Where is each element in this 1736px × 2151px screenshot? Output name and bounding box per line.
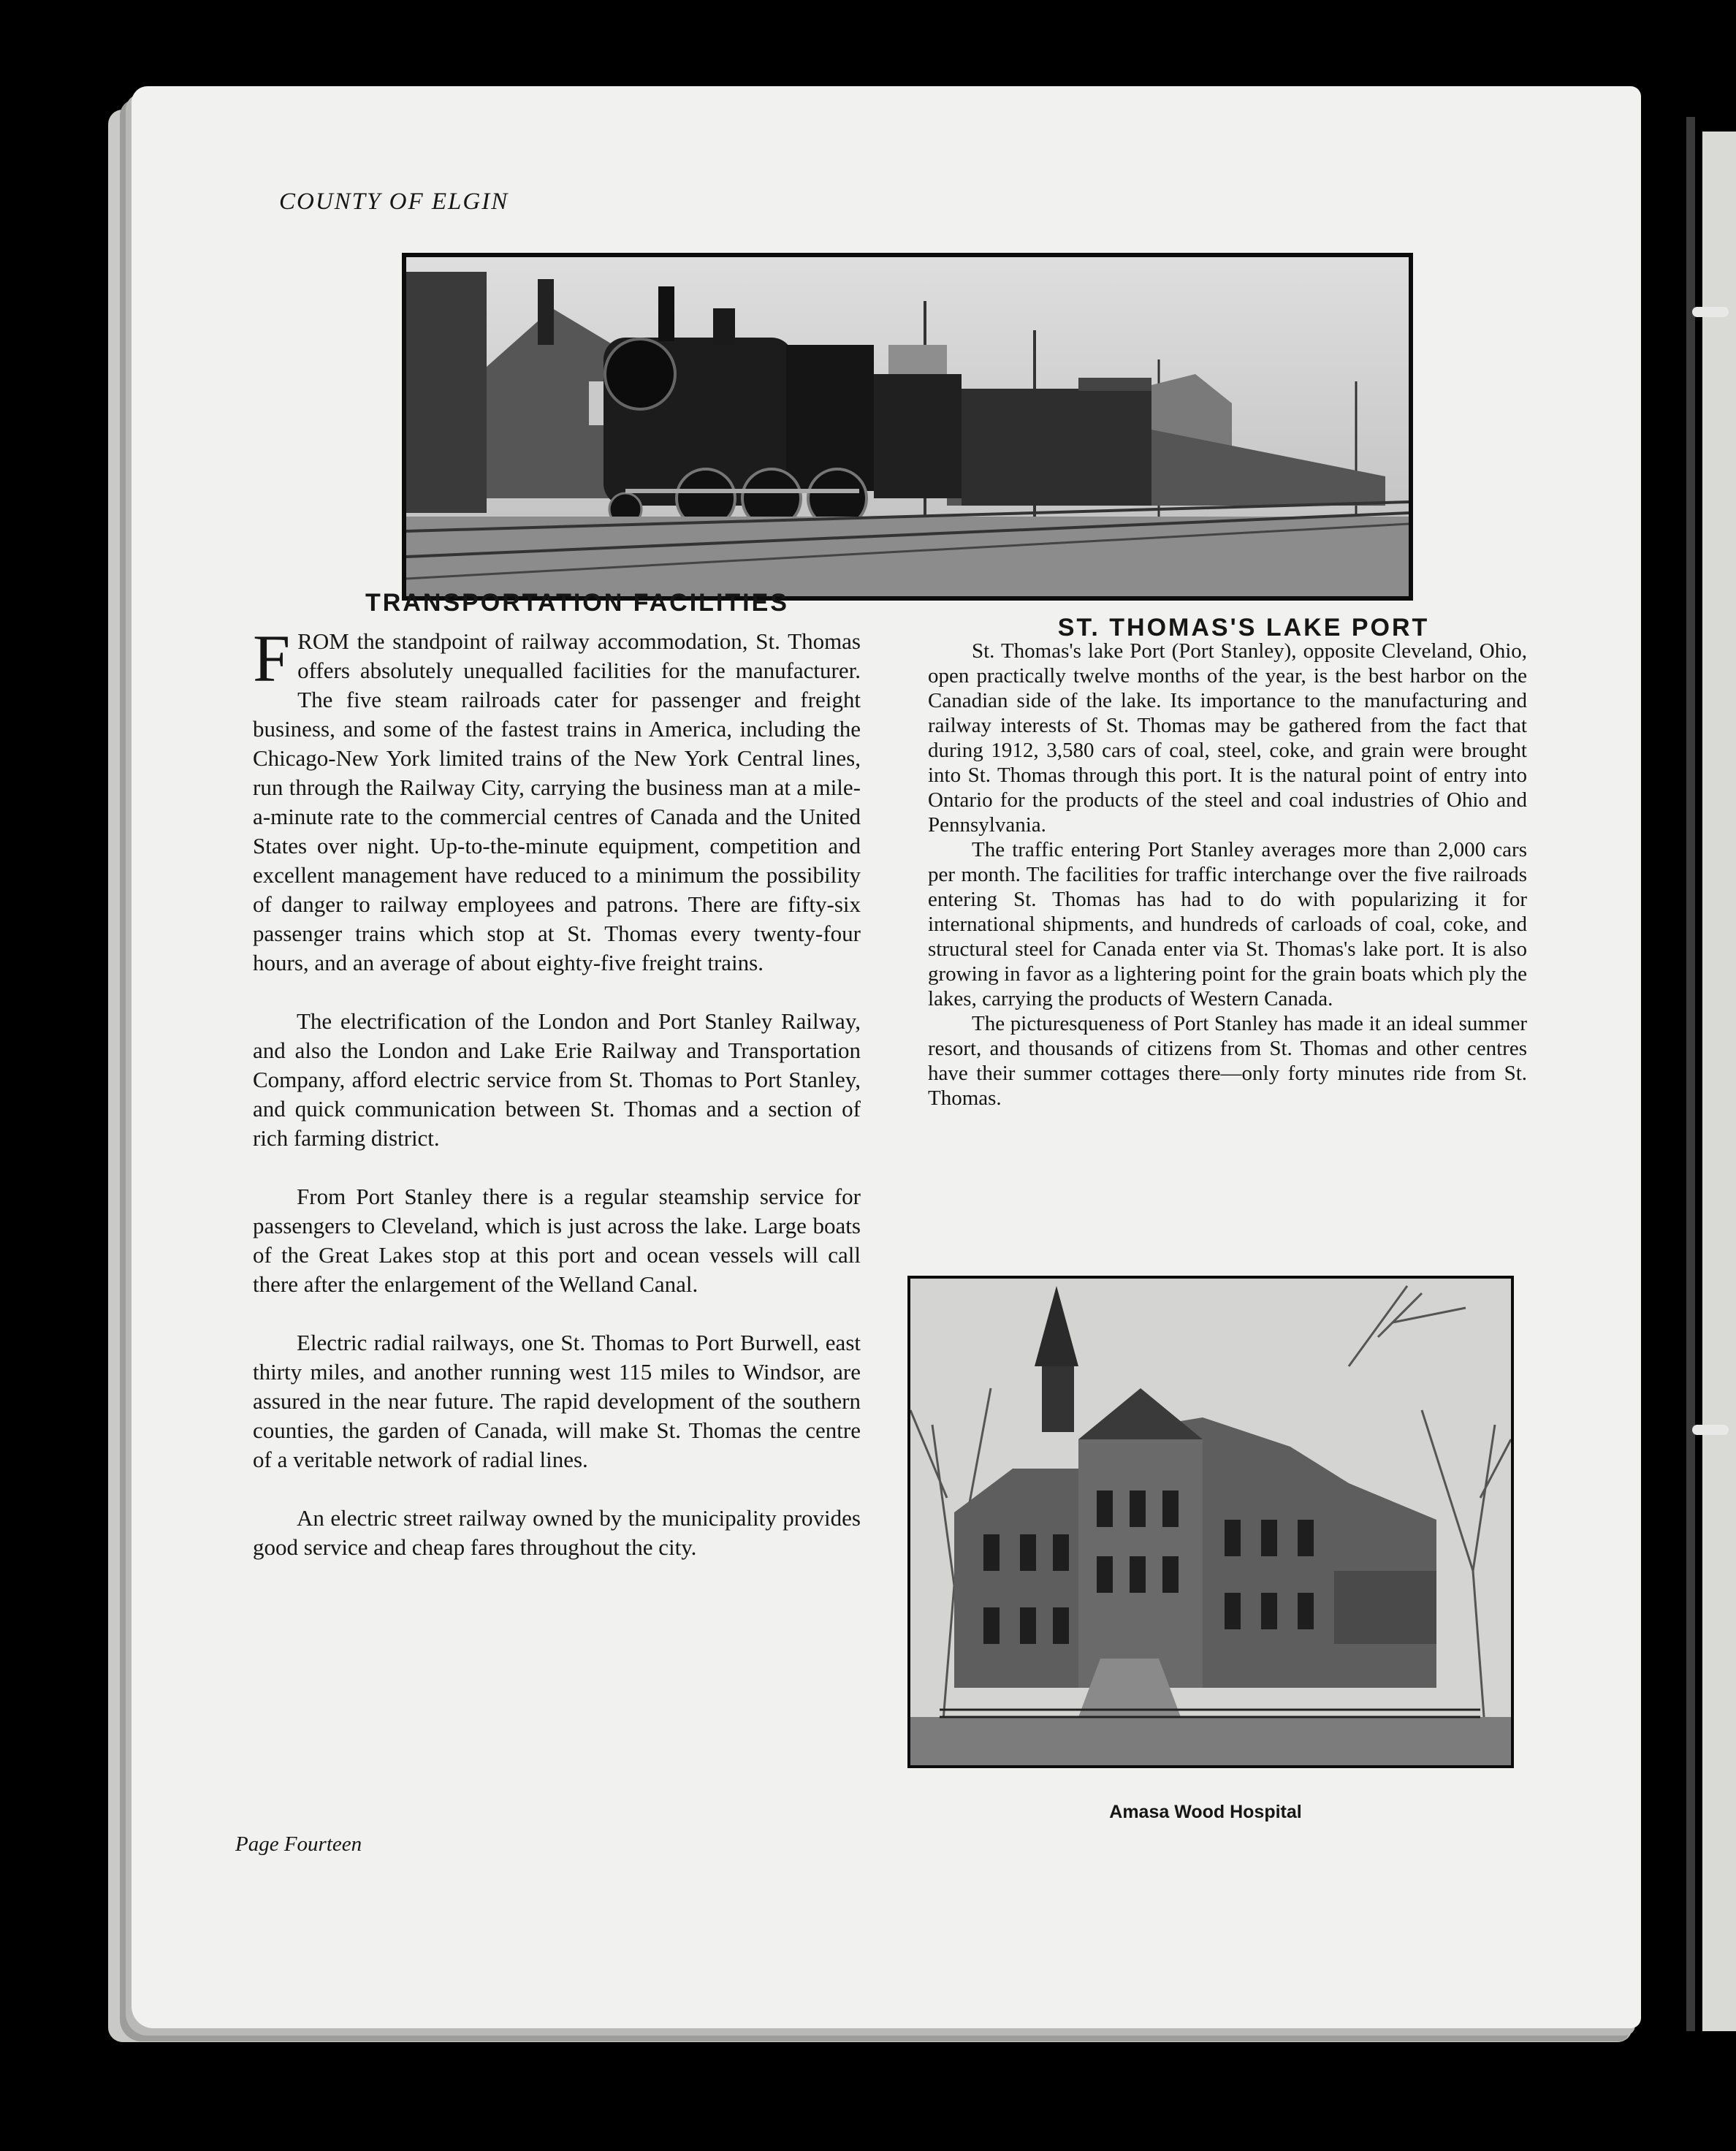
paragraph: The electrification of the London and Port Stanley Railway, and also the London and Lake Erie Railway and Transportation Company, afford electric service from St. Thomas to Port Stanley, and quick communication between St. Thomas and a section of rich farming district. [253,1008,861,1151]
paragraph [253,621,861,978]
paragraph: An electric street railway owned by the municipality provides good service and cheap fares throughout the city. [253,1505,861,1560]
paragraph: From Port Stanley there is a regular steamship service for passengers to Cleveland, which is just across the lake. Large boats of the Great Lakes stop at this port and ocean vessels will call there after the enlargement of the Welland Canal. [253,1184,861,1297]
paragraph: Electric radial railways, one St. Thomas to Port Burwell, east thirty miles, and another running west 115 miles to Windsor, are assured in the near future. The rapid development of the southern counties, the garden of Canada, will make St. Thomas the centre of a veritable network of radial lines. [253,1330,861,1472]
right-column [928,639,1527,1111]
left-column [253,621,861,1562]
page-number: Page Fourteen [235,1832,362,1856]
paragraph: St. Thomas's lake Port (Port Stanley), opposite Cleveland, Ohio, open practically twelve months of the year, is the best harbor on the Canadian side of the lake. Its importance to the manufacturing and railway interests of St. Thomas may be gathered from the fact that during 1912, 3,580 cars of coal, steel, coke, and grain were brought into St. Thomas through this port. It is the natural point of entry into Ontario for the products of the steel and coal industries of Ohio and Pennsylvania. [928,639,1527,837]
paragraph: The picturesqueness of Port Stanley has made it an ideal summer resort, and thousands of citizens from St. Thomas and other centres have their summer cottages there—only forty minutes ride from St. Thomas. [928,1012,1527,1110]
binding-edge [1686,117,1695,2031]
locomotive-photo [402,253,1413,601]
binding-ring [1692,1425,1729,1435]
facing-page-edge [1702,132,1736,2031]
lake-port-heading: ST. THOMAS'S LAKE PORT [1057,614,1430,642]
binding-ring [1692,307,1729,317]
paragraph: The traffic entering Port Stanley averages more than 2,000 cars per month. The facilities for traffic interchange over the five railroads entering St. Thomas has had to do with popularizing it for international shipments, and hundreds of carloads of coal, coke, and structural steel for Canada enter via St. Thomas's lake port. It is also growing in favor as a lightering point for the grain boats which ply the lakes, carrying the products of Western Canada. [928,838,1527,1010]
transportation-heading: TRANSPORTATION FACILITIES [365,589,789,617]
hospital-photo [907,1276,1514,1768]
running-head: COUNTY OF ELGIN [279,189,509,215]
photo-caption: Amasa Wood Hospital [1109,1802,1302,1822]
paragraph-text: ROM the standpoint of railway accommodation, St. Thomas offers absolutely unequalled facilities for the manufacturer. The five steam railroads cater for passenger and freight business, and some of the fastest trains in America, including the Chicago-New York limited trains of the New York Central lines, run through the Railway City, carrying the business man at a mile-a-minute rate to the commercial centres of Canada and the United States over night. Up-to-the-minute equipment, competition and excellent management have reduced to a minimum the possibility of danger to railway employees and patrons. There are fifty-six passenger trains which stop at St. Thomas every twenty-four hours, and an average of about eighty-five freight trains. [253,628,861,975]
drop-cap: F [253,621,291,696]
